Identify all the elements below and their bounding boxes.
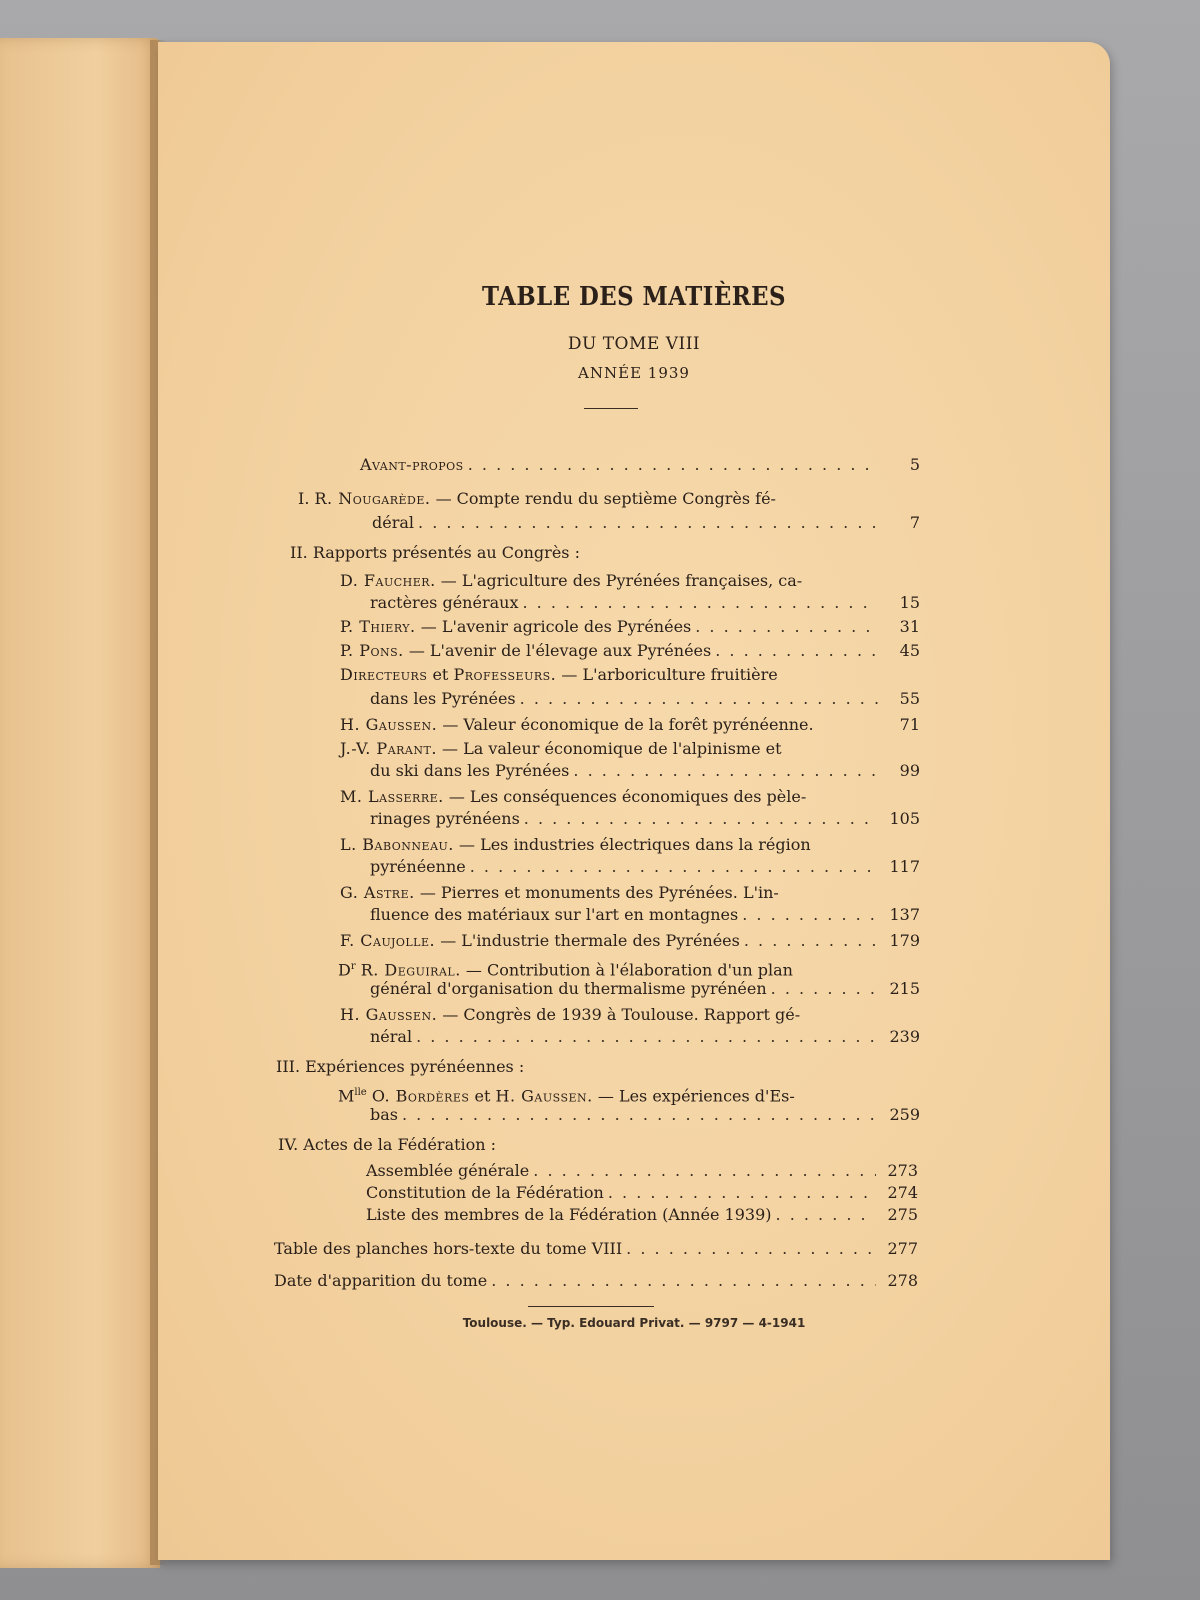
page-number: 179	[889, 931, 920, 950]
leader-dots	[520, 688, 878, 710]
page-number: 31	[899, 617, 920, 636]
printer-imprint: Toulouse. — Typ. Edouard Privat. — 9797 — 4-1941	[462, 1316, 806, 1330]
author-name: P. Pons.	[340, 641, 404, 660]
toc-entry-parant-cont: du ski dans les Pyrénées . . . 99	[370, 760, 920, 782]
toc-entry-lasserre-cont: rinages pyrénéens . . . 105	[370, 808, 920, 830]
toc-entry-borderes-cont: bas . . . 259	[370, 1104, 920, 1126]
title-divider	[584, 408, 638, 409]
toc-entry-astre-cont: fluence des matériaux sur l'art en montagnes . . . 137	[370, 904, 920, 926]
leader-dots	[573, 760, 878, 782]
toc-entry-babonneau: L. Babonneau. — Les industries électriques dans la région	[340, 835, 811, 854]
toc-entry-caujolle: F. Caujolle. — L'industrie thermale des Pyrénées . . . 179	[340, 930, 920, 952]
author-name: H. Gaussen.	[495, 1086, 593, 1106]
toc-entry-gaussen-rapport: H. Gaussen. — Congrès de 1939 à Toulouse. Rapport gé-	[340, 1005, 801, 1024]
page-number: 274	[887, 1183, 918, 1202]
leader-dots	[491, 1270, 876, 1292]
toc-entry-constitution: Constitution de la Fédération . . . 274	[366, 1182, 918, 1204]
page-number: 55	[899, 689, 920, 708]
leader-dots	[695, 616, 878, 638]
author-name: H. Gaussen.	[340, 715, 438, 734]
page-number: 137	[889, 905, 920, 924]
page-title: TABLE DES MATIÈRES	[481, 282, 787, 312]
toc-section-ii: II. Rapports présentés au Congrès :	[290, 543, 580, 562]
toc-entry-astre: G. Astre. — Pierres et monuments des Pyrénées. L'in-	[340, 883, 779, 902]
leader-dots	[524, 808, 878, 830]
author-name: R. Deguiral.	[360, 960, 461, 980]
page-number: 7	[909, 513, 920, 532]
toc-entry-directeurs: Directeurs et Professeurs. — L'arboriculture fruitière	[340, 665, 778, 684]
toc-entry-babonneau-cont: pyrénéenne . . . 117	[370, 856, 920, 878]
page-number: 99	[899, 761, 920, 780]
toc-entry-avant-propos: Avant-propos . . . 5	[360, 454, 920, 476]
leader-dots	[771, 978, 878, 1000]
toc-entry-deguiral-cont: général d'organisation du thermalisme pyrénéen . . . 215	[370, 978, 920, 1000]
leader-dots	[470, 856, 878, 878]
toc-entry-liste: Liste des membres de la Fédération (Année 1939) . . . 275	[366, 1204, 918, 1226]
toc-entry-i: I. R. Nougarède. — Compte rendu du septième Congrès fé-	[298, 489, 776, 508]
page-number: 239	[889, 1027, 920, 1046]
toc-entry-thiery: P. Thiery. — L'avenir agricole des Pyrénées . . . 31	[340, 616, 920, 638]
page-number: 105	[889, 809, 920, 828]
leader-dots	[522, 592, 878, 614]
page-number: 277	[887, 1239, 918, 1258]
author-name: M. Lasserre.	[340, 787, 444, 806]
toc-entry-deguiral: $D^r$ R. Deguiral. — Contribution à l'élaboration d'un plan	[338, 960, 793, 980]
author-name: J.-V. Parant.	[340, 739, 437, 758]
table-of-contents-page	[158, 42, 1110, 1560]
toc-entry-parant: J.-V. Parant. — La valeur économique de l'alpinisme et	[340, 739, 782, 758]
leader-dots	[416, 1026, 878, 1048]
page-number: 71	[899, 715, 920, 734]
leader-dots	[742, 904, 878, 926]
page-number: 45	[899, 641, 920, 660]
leader-dots	[468, 454, 878, 476]
toc-entry-gaussen-rapport-cont: néral . . . 239	[370, 1026, 920, 1048]
toc-entry-faucher-cont: ractères généraux . . . 15	[370, 592, 920, 614]
toc-entry-borderes: $M^{lle}$ O. Bordères et H. Gaussen. — Les expériences d'Es-	[338, 1086, 795, 1106]
toc-entry-directeurs-cont: dans les Pyrénées . . . 55	[370, 688, 920, 710]
toc-entry-i-cont: déral . . . 7	[372, 512, 920, 534]
toc-entry-planches: Table des planches hors-texte du tome VIII . . . 277	[274, 1238, 918, 1260]
leader-dots	[776, 1204, 876, 1226]
author-name: O. Bordères	[371, 1086, 470, 1106]
toc-entry-date: Date d'apparition du tome . . . 278	[274, 1270, 918, 1292]
author-name: D. Faucher.	[340, 571, 436, 590]
page-number: 273	[887, 1161, 918, 1180]
leader-dots	[418, 512, 878, 534]
leader-dots	[744, 930, 878, 952]
toc-section-iii: III. Expériences pyrénéennes :	[276, 1057, 525, 1076]
toc-entry-lasserre: M. Lasserre. — Les conséquences économiques des pèle-	[340, 787, 807, 806]
author-name: Professeurs.	[453, 665, 557, 684]
leader-dots	[715, 640, 878, 662]
author-name: L. Babonneau.	[340, 835, 454, 854]
author-name: G. Astre.	[340, 883, 415, 902]
toc-entry-assemblee: Assemblée générale . . . 273	[366, 1160, 918, 1182]
toc-entry-faucher: D. Faucher. — L'agriculture des Pyrénées françaises, ca-	[340, 571, 803, 590]
page-number: 278	[887, 1271, 918, 1290]
facing-page	[0, 38, 160, 1568]
volume-year: ANNÉE 1939	[578, 364, 690, 382]
toc-entry-pons: P. Pons. — L'avenir de l'élevage aux Pyrénées . . . 45	[340, 640, 920, 662]
page-number: 215	[889, 979, 920, 998]
leader-dots	[402, 1104, 878, 1126]
author-name: P. Thiery.	[340, 617, 416, 636]
footer-divider	[528, 1306, 654, 1307]
page-number: 117	[889, 857, 920, 876]
author-name: H. Gaussen.	[340, 1005, 438, 1024]
page-number: 15	[899, 593, 920, 612]
volume-subtitle: DU TOME VIII	[567, 334, 701, 354]
page-number: 5	[909, 455, 920, 474]
toc-section-iv: IV. Actes de la Fédération :	[278, 1135, 497, 1154]
page-number: 275	[887, 1205, 918, 1224]
leader-dots	[626, 1238, 876, 1260]
leader-dots	[608, 1182, 876, 1204]
page-number: 259	[889, 1105, 920, 1124]
toc-entry-gaussen-foret: H. Gaussen. — Valeur économique de la forêt pyrénéenne. 71	[340, 715, 920, 734]
author-name: R. Nougarède.	[314, 489, 431, 508]
author-name: F. Caujolle.	[340, 931, 436, 950]
author-name: Directeurs	[340, 665, 428, 684]
leader-dots	[533, 1160, 876, 1182]
